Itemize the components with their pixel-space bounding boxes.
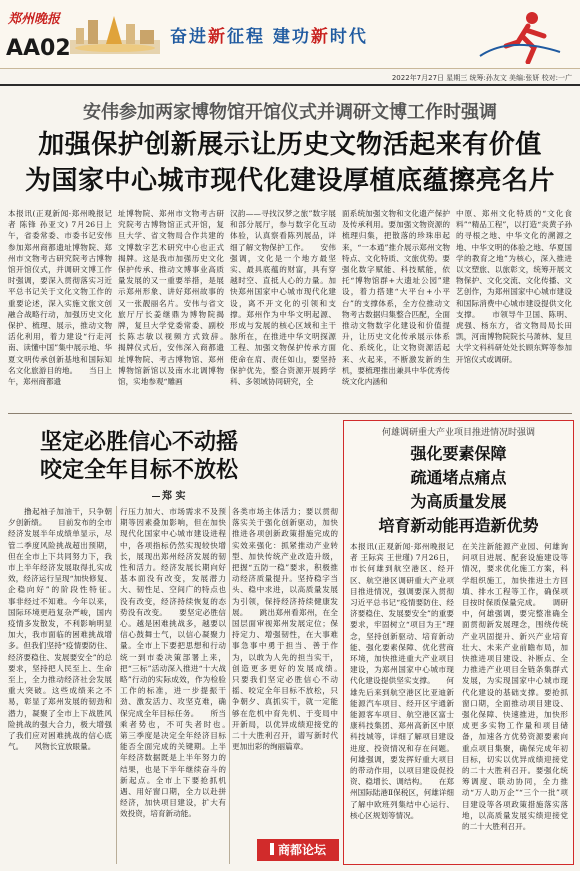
lead-column-5: 中原、郑州文化特质的“文化食料”“精品工程”，以打造“炎黄子孙的寻根之地、中华文化的溯源之地、中华文明的体验之地、华夏国学的教育之地”为核心，深入推进以文塑旅、以旅彰文，统筹开展文物保护、文化交流、文化传播、文艺创作，为郑州国家中心城市建设和国际消费中心城市建设提供文化支撑。 市领导牛卫国、陈明、虎强、杨东方，省文物局局长田凯，河南博物院院长马萧林、复旦大学文科科研处处长顾东辉等参加开馆仪式或调研。 (456, 209, 572, 364)
boxed-headline-line-3: 为高质量发展 (410, 492, 507, 511)
commentary-column-2: 行压力加大、市场需求不及预期等因素叠加影响，但在加快现代化国家中心城市建设进程中，各项指标仍然实现较快增长，展现出郑州经济发展的韧性和活力。经济发展长期向好基本面没有改变，发展潜力大、韧性足、空间广的特点也没有改变，经济持续恢复的态势没有改变。 要坚定必胜信心。越是困难挑战多，越要以信心鼓舞士气，以信心凝聚力量。全市上下要把思想和行动统一到市委决策部署上来，把“三标”活动深入推进“十大战略”行动的实际成效，作为检验工作的标准，进一步提振干劲、激发活力、攻坚克难，确保完成全年目标任务。 所当乘者势也，不可失者时也。 第三季度是决定全年经济目标能否全面完成的关键期。上半年经济数据既是上半年努力的结果，也是下半年继续奋斗的新起点。全市上下要抢抓机遇、用好窗口期，全力以赴拼经济，加快项目建设，扩大有效投资，培育新动能。 (120, 507, 226, 819)
boxed-headline-line-1: 强化要素保障 (410, 444, 507, 463)
top-rule (0, 84, 580, 86)
lead-column-1: 本报讯(正观新闻·郑州晚报记者 陈锋 孙亚文) 7月26日上午，省委常委、市委书记安伟参加郑州商都遗址博物院、郑州市文物考古研究院考古博物馆开馆仪式，并调研文博工作时强调，要深入贯彻落实习近平总书记关于文化文物工作的重要论述，深入实施文旅文创融合战略行动，加强历史文化保护、梳理、展示，推动文物活化利用，着力建设“行走河南、读懂中国”集中展示地、华夏文明传承创新基地和国际知名文化旅游目的地。 当日上午，郑州商都遗 (8, 209, 112, 387)
column-rule (116, 506, 117, 864)
lead-headline-line-2: 为国家中心城市现代化建设厚植底蕴擦亮名片 (24, 166, 555, 196)
city-skyline-icon (70, 10, 160, 54)
lead-column-2: 址博物院、郑州市文物考古研究院考古博物馆正式开馆，复旦大学、省文物局合作共建的文博数字艺术研究中心也正式揭牌。这是我市加强历史文化保护传承、推动文博事业高质量发展的又一重要举措，是展示郑州形象、讲好郑州故事的又一张靓丽名片。安伟与省文旅厅厅长姜继鼎为博物院揭牌，复旦大学党委常委、副校长陈志敏以视频方式致辞。 揭牌仪式后，安伟深入商都遗址博物院、考古博物馆、郑州博物馆新馆以及南水北调博物馆，实地参观“雕画 (118, 209, 224, 387)
boxed-story-kicker: 何雄调研重大产业项目推进情况时强调 (381, 428, 535, 438)
dateline: 2022年7月27日 星期三 统筹:孙友文 美编:张妍 校对:一广 (391, 74, 572, 82)
commentary-column-1: 撸起袖子加油干，只争朝夕创新绩。 目前发布的全市经济发展半年成绩单显示，尽管二季度风险挑战超出预期，但在全市上下共同努力下，我市上半年经济发展取得扎实成效，经济运行呈现“加快修复、企稳向好”的阶段性特征。 事非经过不知难。今年以来，国际环境更趋复杂严峻，国内疫情多发散发，不利影响明显加大，我市面临的困难挑战增多。但我们坚持“疫情要防住、经济要稳住、发展要安全”的总要求，坚持把人民至上、生命至上，全力推动经济社会发展重大突破。这些成绩来之不易，彰显了郑州发展的韧劲和潜力，凝聚了全市上下战胜风险挑战的强大合力，极大增强了我们应对困难挑战的信心底气。 风物长宜放眼量。 (8, 507, 112, 752)
lead-column-3: 汉韵——寻找汉梦之旅”数字展和部分展厅，参与数字化互动体验，认真察看陈列展品，详细了解文物保护工作。 安伟强调，文化是一个地方最坚实、最具底蕴的财富，具有穿越时空、直抵人心的力量。加快郑州国家中心城市现代化建设，离不开文化的引领和支撑。郑州作为中华文明起源、形成与发展的核心区域和主干脉所在，在推进中华文明探源工程、加强文物保护传承方面使命在肩、责任如山，要坚持保护优先，整合资源开展跨学科、多领域协同研究，全 (230, 209, 336, 387)
commentary-headline-line-1: 坚定必胜信心不动摇 (40, 430, 239, 455)
section-divider (8, 413, 572, 414)
lead-headline-line-1: 加强保护创新展示让历史文物活起来有价值 (38, 130, 542, 160)
page-number: AA02 (6, 36, 71, 61)
commentary-byline: 郑 实 (152, 487, 185, 502)
newspaper-logo: 郑州晚报 (8, 12, 61, 27)
masthead (0, 0, 580, 69)
boxed-headline-line-2: 疏通堵点痛点 (410, 468, 507, 487)
commentary-headline-line-2: 咬定全年目标不放松 (40, 458, 239, 483)
boxed-headline-line-4: 培育新动能再造新优势 (378, 516, 539, 535)
boxed-story (343, 420, 574, 865)
boxed-column-2: 在关注新能源产业园、何雄询问项目进展、配套设施建设等情况，要求优化施工方案，科学组织施工，加快推进土方回填、排水工程等工作，确保项目按时保质保量完成。 调研中，何雄强调，要完整准确全面贯彻新发展理念，围绕传统产业巩固提升、新兴产业培育壮大、未来产业前瞻布局，加快推进项目建设、补断点、全力推进产业项目全链条集群式发展，为实现国家中心城市现代化建设的基础支撑。要抢抓窗口期，全面推动项目建设、强化保障、快速推进，加快形成更多实物工作量和项目储备，加速各方优势资源要素向重点项目集聚，确保完成年初目标，切实以优异成绩迎接党的二十大胜利召开。要强化统筹调度、联动协同，全力推动“万人助万企”“三个一批”项目建设等各项政策措施落实落地，以高质量发展实绩迎接党的二十大胜利召开。 (462, 542, 568, 832)
column-rule (229, 506, 230, 864)
masthead-slogan: 奋进新征程 建功新时代 (170, 27, 368, 47)
boxed-column-1: 本报讯(正观新闻·郑州晚报记者 王际宾 王世瑾) 7月26日，市长何雄到航空港区、经开区、航空港区调研重大产业项目推进情况，强调要深入贯彻习近平总书记“疫情要防住、经济要稳住、发展要安全”的重要要求，牢固树立“项目为王”理念，坚持创新驱动、培育新动能、强化要素保障、优化营商环境，加快推进重大产业项目建设，为郑州国家中心城市现代化建设提供坚实支撑。 何雄先后来到航空港区比亚迪新能源汽车项目、经开区宇通新能源客车项目、航空港区富士康科技集团、郑州高新区中原科技城等，详细了解项目建设进度、投资情况和存在问题。何雄强调，要发挥好重大项目的带动作用，以项目建设促投资、稳增长、调结构。 在郑州国际陆港Ⅱ保税区，何雄详细了解中欧班列集结中心运行、核心区规划等情况。 (350, 542, 454, 820)
runner-icon (470, 6, 570, 64)
lead-column-4: 面系统加强文物和文化遗产保护及传承利用。要加强文物资源的梳理归集，把散落的珍珠串起来，“一本通”推介展示郑州文物特点、文化特质、文旅优势。要强化数字赋能、科技赋能，依托“博物馆群+大遗址公园”建设，着力搭建“大平台+小平台”的支撑体系，全方位推动文物考古数据归集整合匹配，全面推动文物数字化建设和价值提升，让历史文化传承展示体系化、系统化，让文物资源活起来、火起来，不断激发新的生机，要梳理推出兼具中华优秀传统文化内涵和 (342, 209, 450, 387)
section-badge: 商都论坛 (257, 839, 339, 861)
lead-kicker: 安伟参加两家博物馆开馆仪式并调研文博工作时强调 (83, 102, 497, 123)
commentary-column-3: 各类市场主体活力；要以贯彻落实关于强化创新驱动，加快推进各项创新政策措施完成的实效来强化：抓紧推动产业转型、加快传统产业改造升级，把握“五防一稳”要求，积极推动经济质量提升。坚持稳字当头、稳中求进，以高质量发展为引领，保持经济持续健康发展。 跳出郑州看郑州，在全国层面审视郑州发展定位；保持定力、增强韧性，在大事难事急事中勇于担当、善于作为，以敢为人先的担当实干，创造更多更好的发展成绩。 只要我们坚定必胜信心不动摇、咬定全年目标不放松，只争朝夕、真抓实干，就一定能够在危机中育先机、于变局中开新局，以优异成绩迎接党的二十大胜利召开，谱写新时代更加出彩的绚丽篇章。 (232, 507, 338, 752)
